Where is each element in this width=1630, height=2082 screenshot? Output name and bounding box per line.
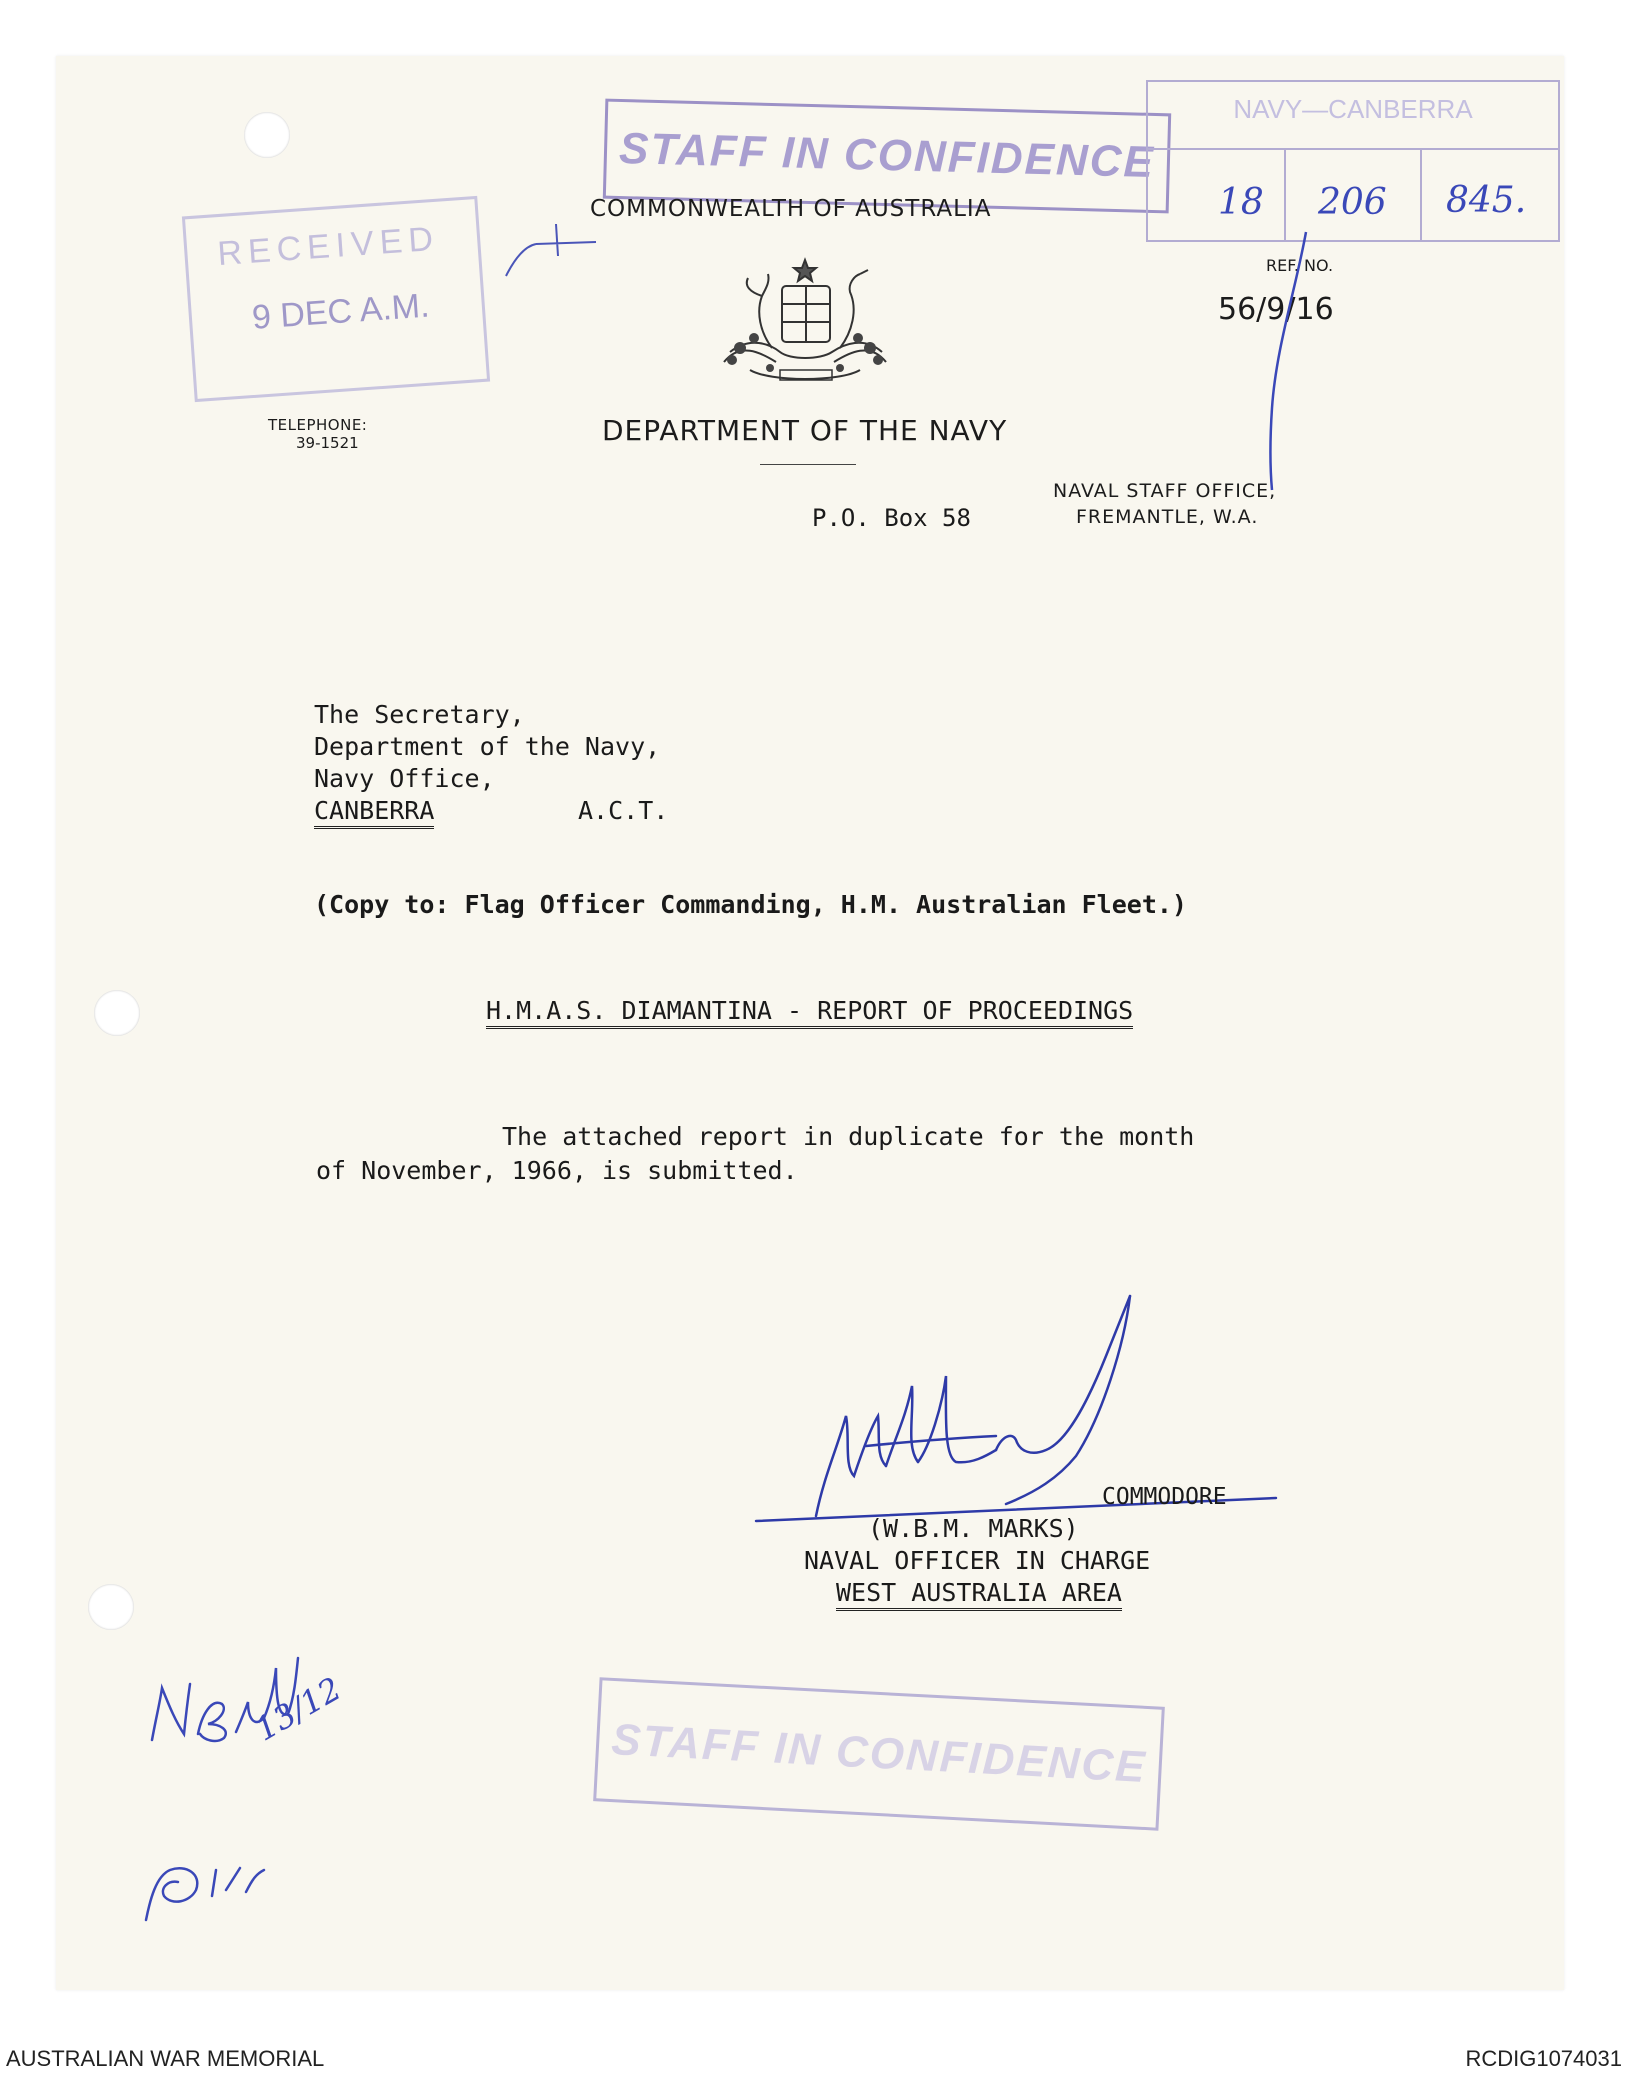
heading-divider <box>760 464 856 465</box>
staff-in-confidence-stamp-top: STAFF IN CONFIDENCE <box>603 99 1171 214</box>
address-line-3: Navy Office, <box>314 764 495 793</box>
department-heading: DEPARTMENT OF THE NAVY <box>602 414 1008 447</box>
signature-title-2: WEST AUSTRALIA AREA <box>836 1578 1122 1611</box>
registry-number-2: 206 <box>1318 182 1387 223</box>
footer-right: RCDIG1074031 <box>1465 2046 1622 2071</box>
received-stamp <box>182 196 490 402</box>
registry-stamp <box>1146 80 1560 242</box>
body-line-2: of November, 1966, is submitted. <box>316 1156 798 1185</box>
pen-stroke <box>1246 228 1316 498</box>
body-line-1: The attached report in duplicate for the month <box>502 1122 1195 1151</box>
address-line-1: The Secretary, <box>314 700 525 729</box>
subject-heading: H.M.A.S. DIAMANTINA - REPORT OF PROCEEDINGS <box>486 996 1133 1029</box>
office-line-2: FREMANTLE, W.A. <box>1076 506 1259 528</box>
telephone-label: TELEPHONE: <box>268 416 368 434</box>
received-stamp-date: 9 DEC A.M. <box>250 286 431 337</box>
handwritten-mark <box>116 1840 316 1930</box>
office-line-1: NAVAL STAFF OFFICE, <box>1053 480 1277 502</box>
address-state: A.C.T. <box>578 796 669 825</box>
po-box: P.O. Box 58 <box>812 504 971 532</box>
address-line-2: Department of the Navy, <box>314 732 661 761</box>
document-page <box>56 56 1564 1990</box>
registry-stamp-title: NAVY—CANBERRA <box>1233 94 1473 124</box>
registry-number-3: 845. <box>1446 180 1527 221</box>
registry-number-1: 18 <box>1218 182 1264 223</box>
handwritten-date: 13/12 <box>248 1669 348 1749</box>
punch-hole <box>244 112 290 158</box>
ref-number-label: REF. NO. <box>1266 256 1334 275</box>
signature-title-1: NAVAL OFFICER IN CHARGE <box>804 1546 1151 1575</box>
signature-name: (W.B.M. MARKS) <box>868 1514 1079 1543</box>
staff-in-confidence-stamp-bottom: STAFF IN CONFIDENCE <box>593 1677 1165 1830</box>
received-stamp-title: RECEIVED <box>216 219 441 274</box>
commonwealth-heading: COMMONWEALTH OF AUSTRALIA <box>590 196 992 222</box>
pencil-mark <box>496 216 606 286</box>
ref-number-value: 56/9/16 <box>1218 292 1334 327</box>
coat-of-arms-emblem <box>710 252 900 394</box>
punch-hole <box>88 1584 134 1630</box>
copy-to-line: (Copy to: Flag Officer Commanding, H.M. Australian Fleet.) <box>314 890 1187 919</box>
footer-left: AUSTRALIAN WAR MEMORIAL <box>6 2046 325 2071</box>
telephone-number: 39-1521 <box>296 434 359 452</box>
address-city: CANBERRA <box>314 796 434 829</box>
punch-hole <box>94 990 140 1036</box>
signature-rank: COMMODORE <box>1102 1484 1227 1510</box>
